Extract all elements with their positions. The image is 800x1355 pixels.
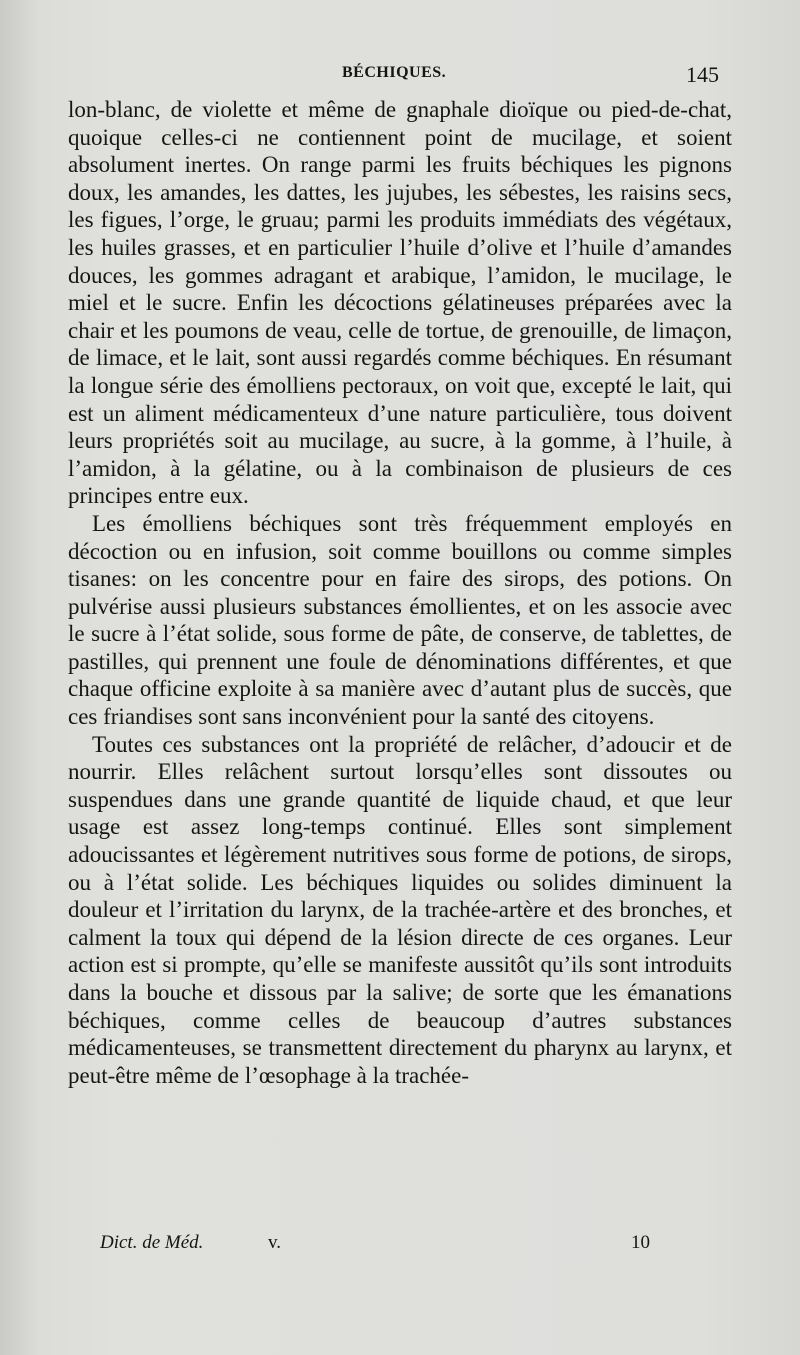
volume-mark: v. (268, 1232, 282, 1253)
body-text (68, 96, 732, 1089)
paragraph-usage: Les émolliens béchiques sont très fréquemment employés en décoction ou en infusion, soit comme bouillons ou comme simples tisanes: on les concentre pour en faire des sirops, des potions. On pulvérise aussi plusieurs substances émollientes, et on les associe avec le sucre à l’état solide, sous forme de pâte, de conserve, de tablettes, de pastilles, qui prennent une foule de dénominations différentes, et que chaque officine exploite à sa manière avec d’autant plus de succès, que ces friandises sont sans inconvénient pour la santé des citoyens. (68, 510, 732, 730)
page-number: 145 (686, 62, 719, 87)
sheet-number: 10 (631, 1232, 650, 1253)
page-header (0, 64, 800, 94)
signature-mark: Dict. de Méd. (100, 1232, 204, 1253)
page-footer (0, 1232, 800, 1262)
paragraph-properties: Toutes ces substances ont la propriété de relâcher, d’adoucir et de nourrir. Elles relâchent surtout lorsqu’elles sont dissoutes ou suspendues dans une grande quantité de liquide chaud, et que leur usage est assez long-temps continué. Elles sont simplement adoucissantes et légèrement nutritives sous forme de potions, de sirops, ou à l’état solide. Les béchiques liquides ou solides diminuent la douleur et l’irritation du larynx, de la trachée-artère et des bronches, et calment la toux qui dépend de la lésion directe de ces organes. Leur action est si prompte, qu’elle se manifeste aussitôt qu’ils sont introduits dans la bouche et dissous par la salive; de sorte que les émanations béchiques, comme celles de beaucoup d’autres substances médicamenteuses, se transmettent directement du pharynx au larynx, et peut-être même de l’œsophage à la trachée- (68, 731, 732, 1088)
paragraph-continuation: lon-blanc, de violette et même de gnaphale dioïque ou pied-de-chat, quoique celles-ci ne contiennent point de mucilage, et soient absolument inertes. On range parmi les fruits béchiques les pignons doux, les amandes, les dattes, les jujubes, les sébestes, les raisins secs, les figues, l’orge, le gruau; parmi les produits immédiats des végétaux, les huiles grasses, et en particulier l’huile d’olive et l’huile d’amandes douces, les gommes adragant et arabique, l’amidon, le mucilage, le miel et le sucre. Enfin les décoctions gélatineuses préparées avec la chair et les poumons de veau, celle de tortue, de grenouille, de limaçon, de limace, et le lait, sont aussi regardés comme béchiques. En résumant la longue série des émolliens pectoraux, on voit que, excepté le lait, qui est un aliment médicamenteux d’une nature particulière, tous doivent leurs propriétés soit au mucilage, au sucre, à la gomme, à l’huile, à l’amidon, à la gélatine, ou à la combinaison de plusieurs de ces principes entre eux. (68, 97, 732, 509)
running-title: BÉCHIQUES. (342, 64, 447, 81)
